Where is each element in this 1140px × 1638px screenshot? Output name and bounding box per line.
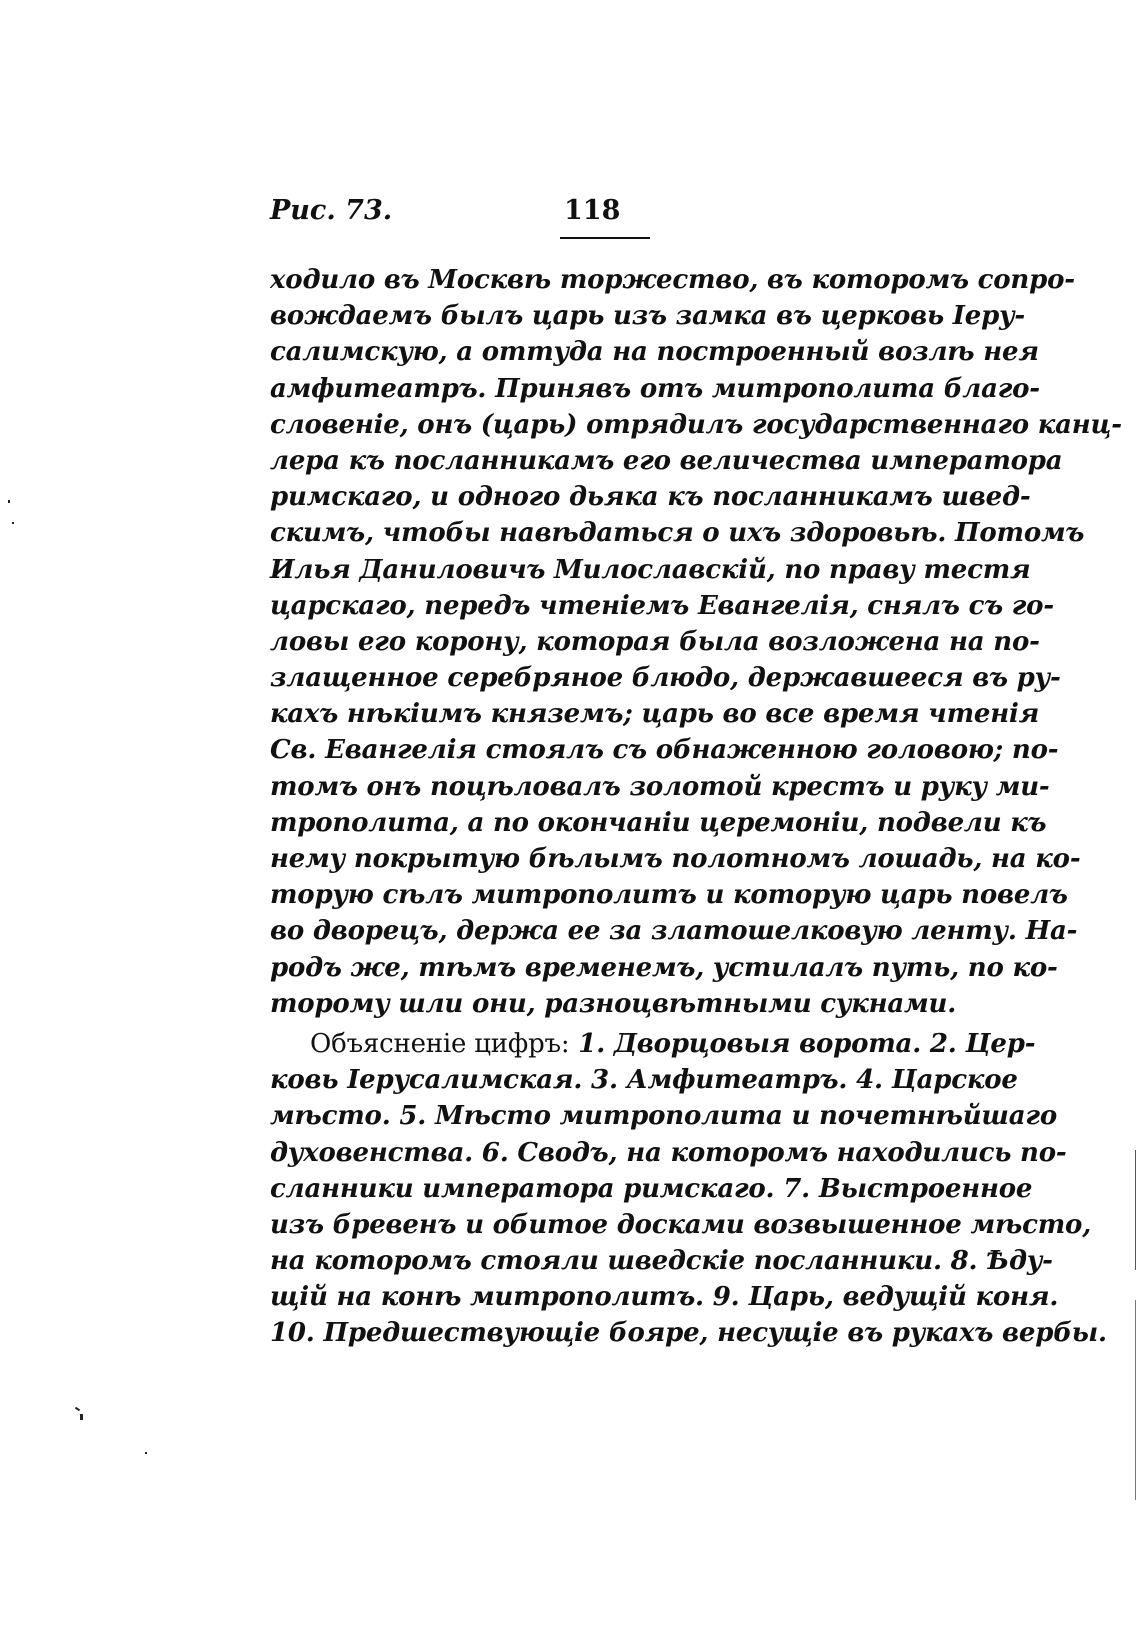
- text-line: ходило въ Москвѣ торжество, въ которомъ сопро-: [270, 265, 1075, 295]
- text-line: ковь Іерусалимская. 3. Амфитеатръ. 4. Царское: [270, 1065, 1018, 1096]
- text-line: вождаемъ былъ царь изъ замка въ церковь Іеру-: [270, 301, 1026, 332]
- text-line: кахъ нѣкіимъ княземъ; царь во все время чтенія: [270, 699, 1040, 730]
- text-line: амфитеатръ. Принявъ отъ митрополита благо-: [270, 373, 1040, 404]
- text-line: щій на конѣ митрополитъ. 9. Царь, ведущій коня.: [270, 1282, 1059, 1313]
- text-line: мѣсто. 5. Мѣсто митрополита и почетнѣйшаго: [270, 1101, 1057, 1132]
- text-line: сланники императора римскаго. 7. Выстроенное: [270, 1173, 1033, 1204]
- text-line: ловы его корону, которая была возложена на по-: [270, 626, 1040, 657]
- text-line: 10. Предшествующіе бояре, несущіе въ рукахъ вербы.: [270, 1318, 1107, 1349]
- text-line: злащенное серебряное блюдо, державшееся въ ру-: [270, 663, 1061, 694]
- page-header: [270, 195, 960, 245]
- legend-first-line: [270, 1026, 1036, 1062]
- text-line: римскаго, и одного дьяка къ посланникамъ швед-: [270, 482, 1031, 513]
- figure-reference: Рис. 73.: [270, 195, 393, 226]
- text-line: торому шли они, разноцвѣтными сукнами.: [270, 988, 957, 1019]
- text-line: словеніе, онъ (царь) отрядилъ государственнаго канц-: [270, 409, 1122, 440]
- text-line: во дворецъ, держа ее за златошелковую ленту. На-: [270, 916, 1078, 947]
- text-line: нему покрытую бѣлымъ полотномъ лошадь, на ко-: [270, 844, 1081, 874]
- text-line: изъ бревенъ и обитое досками возвышенное мѣсто,: [270, 1209, 1092, 1240]
- header-rule: [560, 237, 650, 239]
- text-line: духовенства. 6. Сводъ, на которомъ находились по-: [270, 1137, 1067, 1168]
- text-line: царскаго, передъ чтеніемъ Евангелія, снялъ съ го-: [270, 590, 1054, 621]
- text-line: трополита, а по окончаніи церемоніи, подвели къ: [270, 807, 1047, 838]
- scan-edge-line: [1135, 1150, 1136, 1270]
- scan-speck: [145, 1452, 147, 1454]
- page-body: [270, 262, 1122, 1352]
- text-line: торую сѣлъ митрополитъ и которую царь повелъ: [270, 880, 1068, 911]
- paragraph-legend: [270, 1026, 1107, 1352]
- scan-speck: [8, 500, 10, 503]
- scan-speck: [12, 522, 14, 524]
- text-line: родъ же, тѣмъ временемъ, устилалъ путь, по ко-: [270, 952, 1058, 983]
- text-line: Илья Даниловичъ Милославскій, по праву тестя: [270, 554, 1031, 585]
- legend-label: Объясненіе цифръ:: [310, 1028, 570, 1059]
- text-line: скимъ, чтобы навѣдаться о ихъ здоровьѣ. Потомъ: [270, 518, 1085, 549]
- text-line: лера къ посланникамъ его величества императора: [270, 445, 1063, 476]
- text-line: томъ онъ поцѣловалъ золотой крестъ и руку ми-: [270, 771, 1050, 802]
- paragraph-description: [270, 262, 1122, 1022]
- page-number: 118: [564, 195, 621, 226]
- text-line: на которомъ стояли шведскіе посланники. 8. Ѣду-: [270, 1246, 1053, 1277]
- text-line: салимскую, а оттуда на построенный возлѣ нея: [270, 337, 1039, 368]
- scan-speck: [75, 1407, 80, 1412]
- scan-speck: [80, 1414, 83, 1420]
- scan-edge-line: [1135, 1300, 1136, 1500]
- text-line: Св. Евангелія стоялъ съ обнаженною головою; по-: [270, 735, 1059, 766]
- legend-text: 1. Дворцовыя ворота. 2. Цер-: [578, 1028, 1036, 1059]
